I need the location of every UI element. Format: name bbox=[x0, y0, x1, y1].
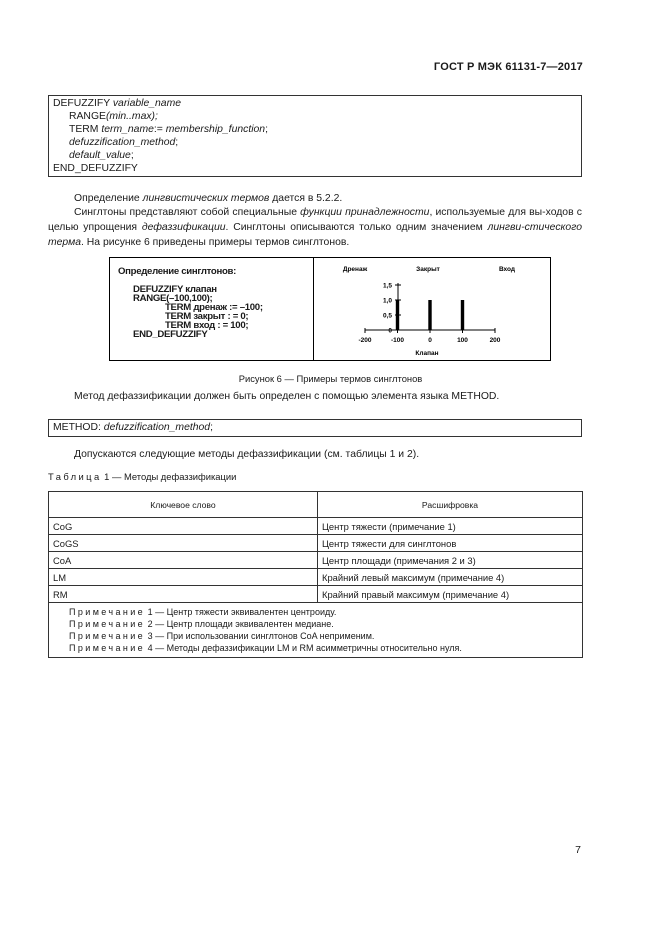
terminator: ; bbox=[265, 124, 268, 135]
standard-header: ГОСТ Р МЭК 61131-7—2017 bbox=[433, 61, 583, 73]
note-text: 1 — Центр тяжести эквивалентен центроиду. bbox=[145, 607, 337, 617]
table-note bbox=[69, 606, 578, 618]
keyword-cell: CoA bbox=[49, 552, 318, 569]
terminator: ; bbox=[175, 137, 179, 148]
table-row bbox=[49, 586, 583, 603]
syntax-line-3 bbox=[53, 123, 577, 136]
x-tick-label: 200 bbox=[489, 337, 501, 344]
text: , используемые для вы-ходов с целью упрощения bbox=[48, 207, 582, 233]
defuzzify-syntax-box bbox=[48, 95, 582, 177]
text: . На рисунке 6 приведены примеры термов синглтонов. bbox=[81, 237, 350, 248]
note-word: Примечание bbox=[69, 643, 146, 653]
table-notes bbox=[49, 603, 583, 658]
table-title bbox=[48, 471, 236, 482]
table-row bbox=[49, 518, 583, 535]
argument: term_name bbox=[101, 124, 154, 135]
figure-singletons bbox=[109, 257, 551, 361]
figure-code-panel bbox=[110, 258, 314, 360]
keyword-cell: LM bbox=[49, 569, 318, 586]
column-header: Расшифровка bbox=[318, 492, 583, 518]
paragraph-singletons bbox=[48, 205, 582, 250]
argument: membership_function bbox=[165, 124, 266, 135]
terminator: ; bbox=[130, 150, 134, 161]
figure-code-line: TERM вход : = 100; bbox=[165, 320, 249, 331]
note-text: 2 — Центр площади эквивалентен медиане. bbox=[145, 619, 334, 629]
table-row bbox=[49, 535, 583, 552]
argument: (min..max); bbox=[105, 111, 158, 122]
figure-caption: Рисунок 6 — Примеры термов синглтонов bbox=[238, 373, 423, 384]
description-cell: Крайний левый максимум (примечание 4) bbox=[318, 569, 583, 586]
keyword-cell: RM bbox=[49, 586, 318, 603]
text: лингвистических термов bbox=[142, 193, 270, 204]
table-title-text: 1 — Методы дефаззификации bbox=[101, 471, 237, 482]
x-tick-label: 100 bbox=[457, 337, 468, 344]
singleton-bar bbox=[396, 300, 399, 330]
x-tick-label: 0 bbox=[428, 337, 432, 344]
note-word: Примечание bbox=[69, 619, 146, 629]
figure-code-line: END_DEFUZZIFY bbox=[133, 329, 208, 340]
figure-code-title: Определение синглтонов: bbox=[118, 266, 237, 277]
syntax-line-5 bbox=[53, 149, 577, 162]
method-syntax-box bbox=[48, 419, 582, 437]
y-tick-label: 0 bbox=[388, 327, 392, 335]
keyword: METHOD: bbox=[53, 422, 104, 433]
singleton-bar bbox=[428, 300, 431, 330]
table-note bbox=[69, 618, 578, 630]
syntax-line-2 bbox=[53, 110, 577, 123]
y-tick-label: 0,5 bbox=[382, 312, 392, 320]
argument: defuzzification_method bbox=[69, 137, 176, 148]
description-cell: Центр тяжести (примечание 1) bbox=[318, 518, 583, 535]
text: лингви-стического терма bbox=[48, 222, 582, 248]
terminator: ; bbox=[210, 422, 213, 433]
series-label: Закрыт bbox=[416, 266, 440, 273]
keyword-cell: CoGS bbox=[49, 535, 318, 552]
note-word: Примечание bbox=[69, 631, 146, 641]
table-note bbox=[69, 630, 578, 642]
figure-code-line: DEFUZZIFY клапан bbox=[133, 284, 217, 295]
text: функции принадлежности bbox=[300, 207, 430, 218]
table-notes-row bbox=[49, 603, 583, 658]
singleton-bar bbox=[461, 300, 464, 330]
table-header-row bbox=[49, 492, 583, 518]
column-header: Ключевое слово bbox=[49, 492, 318, 518]
y-tick-label: 1,5 bbox=[382, 282, 392, 290]
argument: defuzzification_method bbox=[103, 422, 211, 433]
description-cell: Центр площади (примечания 2 и 3) bbox=[318, 552, 583, 569]
x-axis-label: Клапан bbox=[415, 350, 439, 357]
description-cell: Центр тяжести для синглтонов bbox=[318, 535, 583, 552]
x-tick-label: -100 bbox=[390, 337, 405, 344]
syntax-line-4 bbox=[53, 136, 577, 149]
figure-code-line: RANGE(–100,100); bbox=[133, 293, 213, 304]
note-text: 4 — Методы дефаззификации LM и RM асимметричны относительно нуля. bbox=[145, 643, 462, 653]
note-word: Примечание bbox=[69, 607, 146, 617]
paragraph-linguistic-terms bbox=[48, 191, 582, 206]
keyword: END_DEFUZZIFY bbox=[53, 163, 138, 174]
syntax-line-1 bbox=[53, 97, 577, 110]
text: Синглтоны представляют собой специальные bbox=[74, 207, 301, 218]
table-word: Таблица bbox=[48, 471, 102, 482]
figure-code-line: TERM дренаж := –100; bbox=[165, 302, 263, 313]
text: дается в 5.2.2. bbox=[269, 193, 343, 204]
argument: default_value bbox=[69, 150, 131, 161]
syntax-line-6 bbox=[53, 162, 577, 175]
y-tick-label: 1,0 bbox=[382, 297, 392, 305]
table-row bbox=[49, 569, 583, 586]
argument: variable_name bbox=[112, 98, 182, 109]
table-note bbox=[69, 642, 578, 654]
series-label: Дренаж bbox=[342, 266, 368, 273]
keyword: TERM bbox=[69, 124, 102, 135]
series-label: Вход bbox=[498, 266, 516, 273]
keyword-cell: CoG bbox=[49, 518, 318, 535]
description-cell: Крайний правый максимум (примечание 4) bbox=[318, 586, 583, 603]
x-tick-label: -200 bbox=[358, 337, 372, 344]
text: дефаззификации bbox=[141, 222, 226, 233]
paragraph-methods-allowed: Допускаются следующие методы дефаззификации (см. таблицы 1 и 2). bbox=[74, 449, 420, 460]
note-text: 3 — При использовании синглтонов CoA неприменим. bbox=[145, 631, 375, 641]
singleton-chart bbox=[313, 258, 550, 360]
keyword: RANGE bbox=[69, 111, 106, 122]
text: . Синглтоны описываются только одним значением bbox=[225, 222, 488, 233]
table-row bbox=[49, 552, 583, 569]
operator: := bbox=[153, 124, 166, 135]
defuzzification-methods-table bbox=[48, 491, 583, 658]
figure-code-line: TERM закрыт : = 0; bbox=[165, 311, 249, 322]
paragraph-method: Метод дефаззификации должен быть определен с помощью элемента языка METHOD. bbox=[74, 391, 500, 402]
page-number: 7 bbox=[575, 844, 581, 856]
keyword: DEFUZZIFY bbox=[53, 98, 113, 109]
text: Определение bbox=[74, 193, 143, 204]
